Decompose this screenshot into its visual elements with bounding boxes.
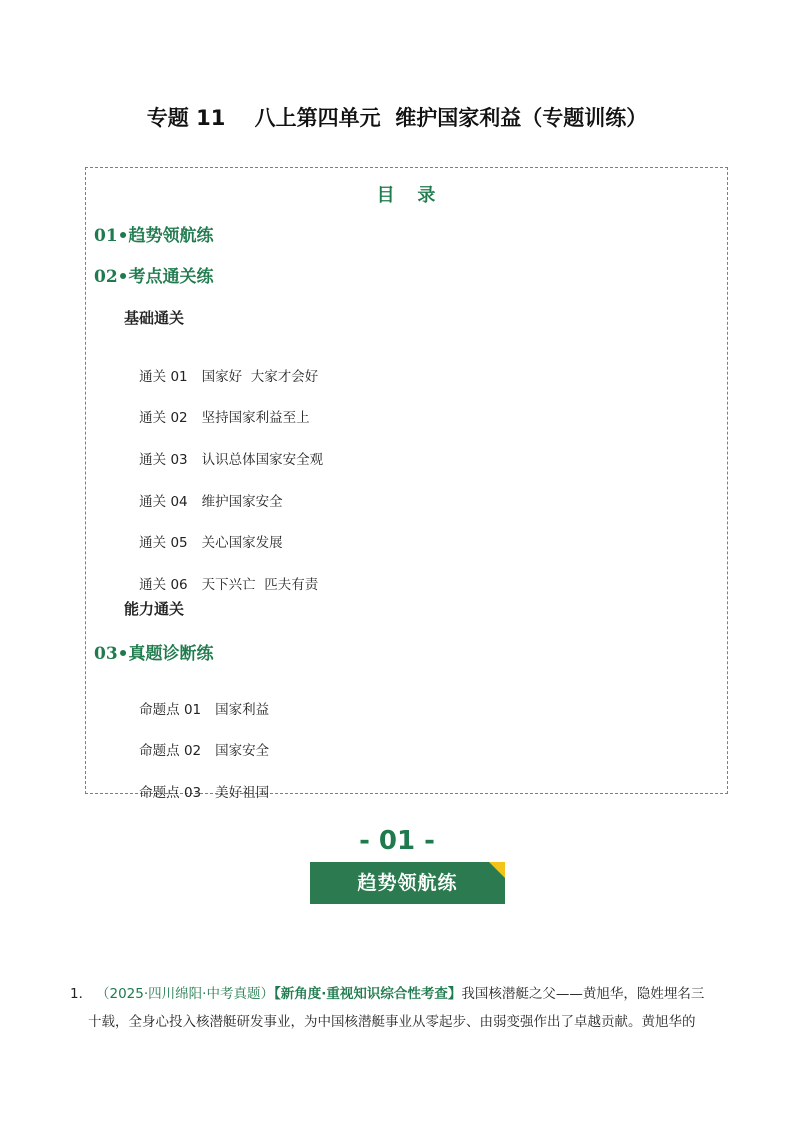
toc-item-code: 命题点 02 xyxy=(139,743,202,759)
toc-item-label: 国家利益 xyxy=(215,702,270,718)
toc-item-label: 维护国家安全 xyxy=(201,494,283,510)
table-of-contents xyxy=(85,167,728,801)
toc-item-code: 通关 01 xyxy=(139,369,188,385)
toc-item-exam-03[interactable] xyxy=(122,765,269,817)
toc-item-code: 通关 02 xyxy=(139,410,188,426)
question-tag: 【新角度·重视知识综合性考查】 xyxy=(273,986,462,1002)
toc-section-trend[interactable]: 01•趋势领航练 xyxy=(94,226,214,246)
toc-item-label: 天下兴亡 匹夫有责 xyxy=(201,577,319,593)
toc-item-label: 认识总体国家安全观 xyxy=(201,452,324,468)
toc-heading: 目 录 xyxy=(376,185,437,206)
toc-ability-label[interactable]: 能力通关 xyxy=(124,600,185,618)
section-banner xyxy=(310,862,505,904)
toc-item-label: 国家好 大家才会好 xyxy=(201,369,319,385)
section-number: - 01 - xyxy=(359,826,435,856)
question-1 xyxy=(70,980,730,1036)
page-title: 专题 11 八上第四单元 维护国家利益（专题训练） xyxy=(146,106,648,130)
toc-basic-label: 基础通关 xyxy=(124,309,185,327)
question-number: 1． xyxy=(70,986,93,1002)
question-text-1: 我国核潜艇之父——黄旭华，隐姓埋名三 xyxy=(461,986,705,1002)
toc-item-code: 通关 05 xyxy=(139,535,188,551)
question-source: （2025·四川绵阳·中考真题） xyxy=(96,986,274,1002)
banner-corner-decoration xyxy=(489,862,505,878)
toc-item-code: 通关 06 xyxy=(139,577,188,593)
toc-item-label: 关心国家发展 xyxy=(201,535,283,551)
section-banner-label: 趋势领航练 xyxy=(357,872,458,894)
toc-item-label: 坚持国家利益至上 xyxy=(201,410,310,426)
toc-item-code: 命题点 01 xyxy=(139,702,202,718)
toc-item-code: 命题点 03 xyxy=(139,785,202,801)
toc-item-code: 通关 03 xyxy=(139,452,188,468)
toc-section-exam[interactable]: 03•真题诊断练 xyxy=(94,644,214,664)
toc-section-topics[interactable]: 02•考点通关练 xyxy=(94,267,214,287)
toc-item-label: 美好祖国 xyxy=(215,785,270,801)
question-text-2: 十载，全身心投入核潜艇研发事业，为中国核潜艇事业从零起步、由弱变强作出了卓越贡献。黄旭华的 xyxy=(88,1014,696,1030)
toc-item-code: 通关 04 xyxy=(139,494,188,510)
toc-item-label: 国家安全 xyxy=(215,743,270,759)
question-line-1 xyxy=(70,980,730,1008)
